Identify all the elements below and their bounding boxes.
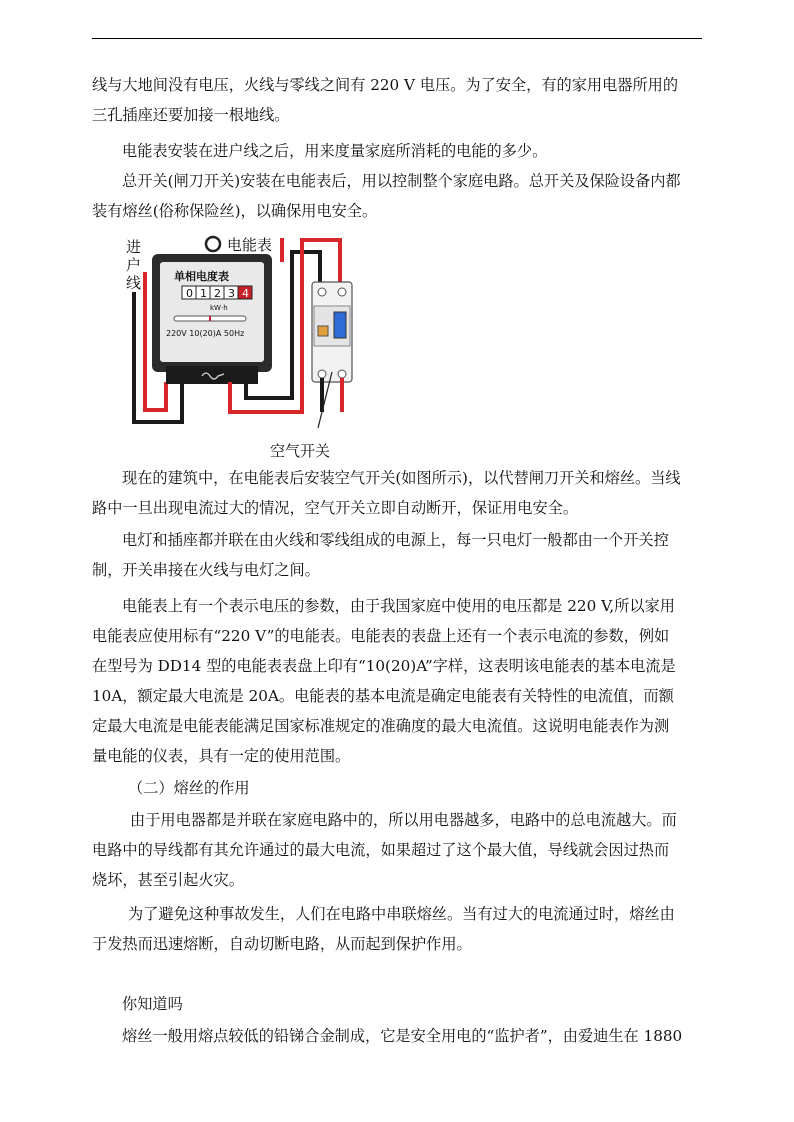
digit-3: 2 <box>214 287 221 300</box>
header-rule <box>92 38 702 39</box>
text-line: 10A，额定最大电流是 20A。电能表的基本电流是确定电能表有关特性的电流值，而额 <box>92 687 674 705</box>
paragraph-6 <box>92 591 704 771</box>
text-line: 量电能的仪表，具有一定的使用范围。 <box>92 747 351 765</box>
text-line: 电路中的导线都有其允许通过的最大电流，如果超过了这个最大值，导线就会因过热而 <box>92 841 670 859</box>
text-line: 线与大地间没有电压，火线与零线之间有 220 V 电压。为了安全，有的家用电器所用的 <box>92 76 679 94</box>
text-line: 熔丝一般用熔点较低的铅锑合金制成，它是安全用电的“监护者”，由爱迪生在 1880 <box>122 1027 683 1045</box>
section-heading <box>92 773 704 803</box>
paragraph-4 <box>92 463 704 523</box>
paragraph-9 <box>92 1021 704 1051</box>
meter-title: 电能表 <box>227 236 273 254</box>
meter-hook-icon <box>206 237 220 251</box>
terminal-cover <box>166 366 258 384</box>
text-line: 烧坏，甚至引起火灾。 <box>92 871 244 889</box>
paragraph-1 <box>92 70 704 130</box>
wiring-diagram <box>122 232 362 464</box>
paragraph-2 <box>92 136 704 166</box>
meter-breaker-figure <box>122 232 362 464</box>
text-line: 在型号为 DD14 型的电能表表盘上印有“10(20)A”字样，这表明该电能表的基本电流是 <box>92 657 676 675</box>
meter-type: 单相电度表 <box>174 270 229 283</box>
paragraph-8 <box>92 899 704 959</box>
digit-4: 3 <box>228 287 235 300</box>
text-line: 总开关(闸刀开关)安装在电能表后，用以控制整个家庭电路。总开关及保险设备内都 <box>122 172 681 190</box>
text-line: 定最大电流是电能表能满足国家标准规定的准确度的最大电流值。这说明电能表作为测 <box>92 717 670 735</box>
digit-5: 4 <box>242 287 249 300</box>
breaker-indicator <box>318 326 328 336</box>
text-line: 由于用电器都是并联在家庭电路中的，所以用电器越多，电路中的总电流越大。而 <box>130 811 677 829</box>
text-line: 电能表应使用标有“220 V”的电能表。电能表的表盘上还有一个表示电流的参数，例如 <box>92 627 670 645</box>
heading-text: 你知道吗 <box>122 995 183 1013</box>
breaker-label: 空气开关 <box>270 442 331 460</box>
meter-rating: 220V 10(20)A 50Hz <box>166 329 245 338</box>
digit-1: 0 <box>186 287 193 300</box>
incoming-label-2: 户 <box>126 256 142 274</box>
text-line: 三孔插座还要加接一根地线。 <box>92 106 290 124</box>
text-line: 于发热而迅速熔断，自动切断电路，从而起到保护作用。 <box>92 935 472 953</box>
text-line: 现在的建筑中，在电能表后安装空气开关(如图所示)，以代替闸刀开关和熔丝。当线 <box>122 469 681 487</box>
text-line: 电能表安装在进户线之后，用来度量家庭所消耗的电能的多少。 <box>122 142 548 160</box>
text-line: 路中一旦出现电流过大的情况，空气开关立即自动断开，保证用电安全。 <box>92 499 578 517</box>
paragraph-3 <box>92 166 704 226</box>
breaker-toggle <box>334 312 346 338</box>
paragraph-7 <box>92 805 704 895</box>
digit-2: 1 <box>200 287 207 300</box>
heading-text: （二）熔丝的作用 <box>128 779 250 797</box>
text-line: 电灯和插座都并联在由火线和零线组成的电源上，每一只电灯一般都由一个开关控 <box>122 531 669 549</box>
text-line: 电能表上有一个表示电压的参数，由于我国家庭中使用的电压都是 220 V,所以家用 <box>122 597 675 615</box>
incoming-label-3: 线 <box>126 274 142 292</box>
text-line: 装有熔丝(俗称保险丝)，以确保用电安全。 <box>92 202 378 220</box>
paragraph-5 <box>92 525 704 585</box>
incoming-label-1: 进 <box>126 238 142 256</box>
text-line: 为了避免这种事故发生，人们在电路中串联熔丝。当有过大的电流通过时，熔丝由 <box>128 905 675 923</box>
meter-unit: kW·h <box>210 304 228 312</box>
text-line: 制，开关串接在火线与电灯之间。 <box>92 561 320 579</box>
sidebar-heading <box>92 989 704 1019</box>
